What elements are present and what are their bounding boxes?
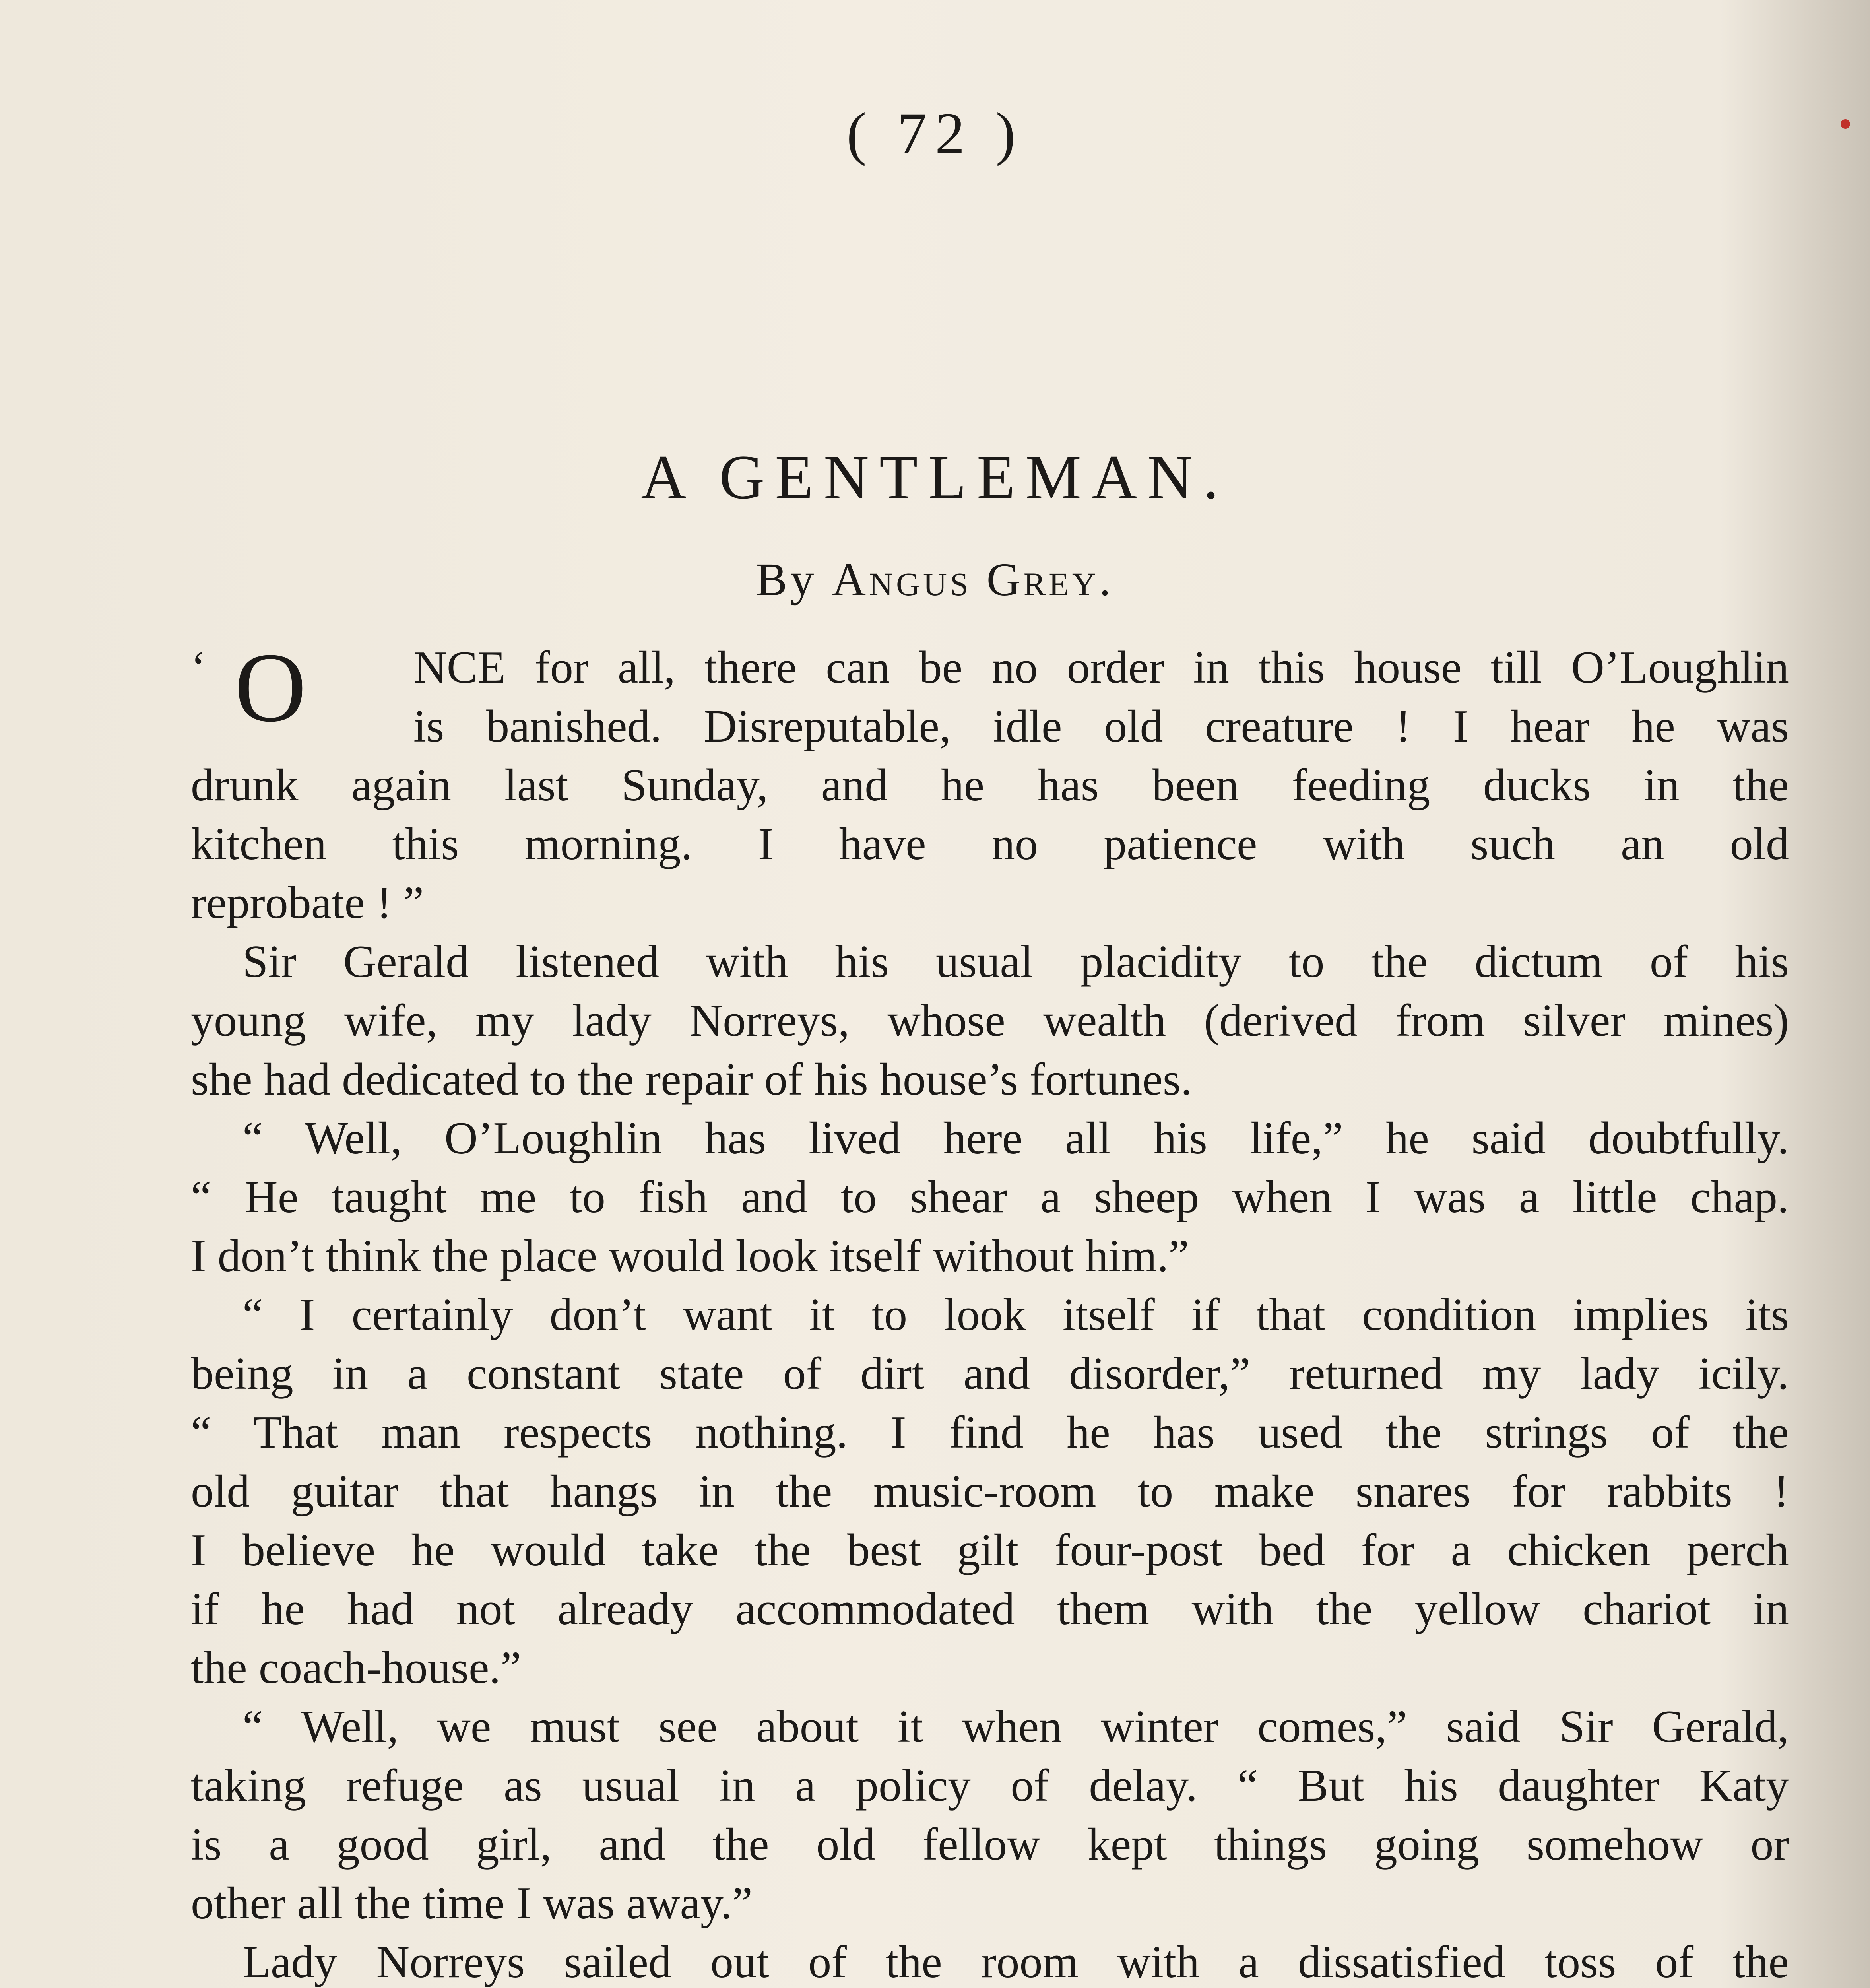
byline <box>0 553 1870 607</box>
text-line: if he had not already accommodated them with the yellow chariot in <box>191 1584 1789 1635</box>
text-line: “ Well, O’Loughlin has lived here all his life,” he said doubtfully. <box>242 1113 1789 1164</box>
text-line: she had dedicated to the repair of his house’s fortunes. <box>191 1054 1193 1105</box>
text-line: other all the time I was away.” <box>191 1878 753 1929</box>
text-line: old guitar that hangs in the music-room to make snares for rabbits ! <box>191 1466 1789 1517</box>
byline-prefix: By <box>756 553 817 606</box>
byline-author: Angus Grey. <box>832 553 1114 606</box>
text-line: kitchen this morning. I have no patience with such an old <box>191 819 1789 870</box>
text-line: the coach-house.” <box>191 1642 521 1693</box>
text-line: drunk again last Sunday, and he has been feeding ducks in the <box>191 760 1789 811</box>
text-line: is banished. Disreputable, idle old creature ! I hear he was <box>413 701 1789 752</box>
text-line: Sir Gerald listened with his usual placidity to the dictum of his <box>242 936 1789 987</box>
text-line: I don’t think the place would look itself without him.” <box>191 1231 1189 1281</box>
text-line: young wife, my lady Norreys, whose wealth (derived from silver mines) <box>191 995 1789 1046</box>
text-line: “ I certainly don’t want it to look itself if that condition implies its <box>242 1289 1789 1340</box>
text-line: “ That man respects nothing. I find he has used the strings of the <box>191 1407 1789 1458</box>
page-number: ( 72 ) <box>846 101 1024 167</box>
text-line: reprobate ! ” <box>191 878 424 928</box>
text-line: NCE for all, there can be no order in this house till O’Loughlin <box>413 642 1789 693</box>
drop-cap: O <box>235 633 306 743</box>
article-title: A GENTLEMAN. <box>641 443 1229 512</box>
text-line: “ He taught me to fish and to shear a sheep when I was a little chap. <box>191 1172 1789 1223</box>
text-line: I believe he would take the best gilt four-post bed for a chicken perch <box>191 1525 1789 1576</box>
article-body <box>191 633 1789 1988</box>
text-line: is a good girl, and the old fellow kept things going somehow or <box>191 1819 1789 1870</box>
text-line: “ Well, we must see about it when winter comes,” said Sir Gerald, <box>242 1701 1789 1752</box>
margin-ink-mark <box>1841 119 1850 129</box>
text-line: taking refuge as usual in a policy of delay. “ But his daughter Katy <box>191 1760 1789 1811</box>
text-lines <box>191 633 1789 1988</box>
text-line: Lady Norreys sailed out of the room with a dissatisfied toss of the <box>242 1937 1789 1988</box>
text-line: being in a constant state of dirt and disorder,” returned my lady icily. <box>191 1348 1789 1399</box>
opening-quote: ‘ <box>191 642 206 693</box>
